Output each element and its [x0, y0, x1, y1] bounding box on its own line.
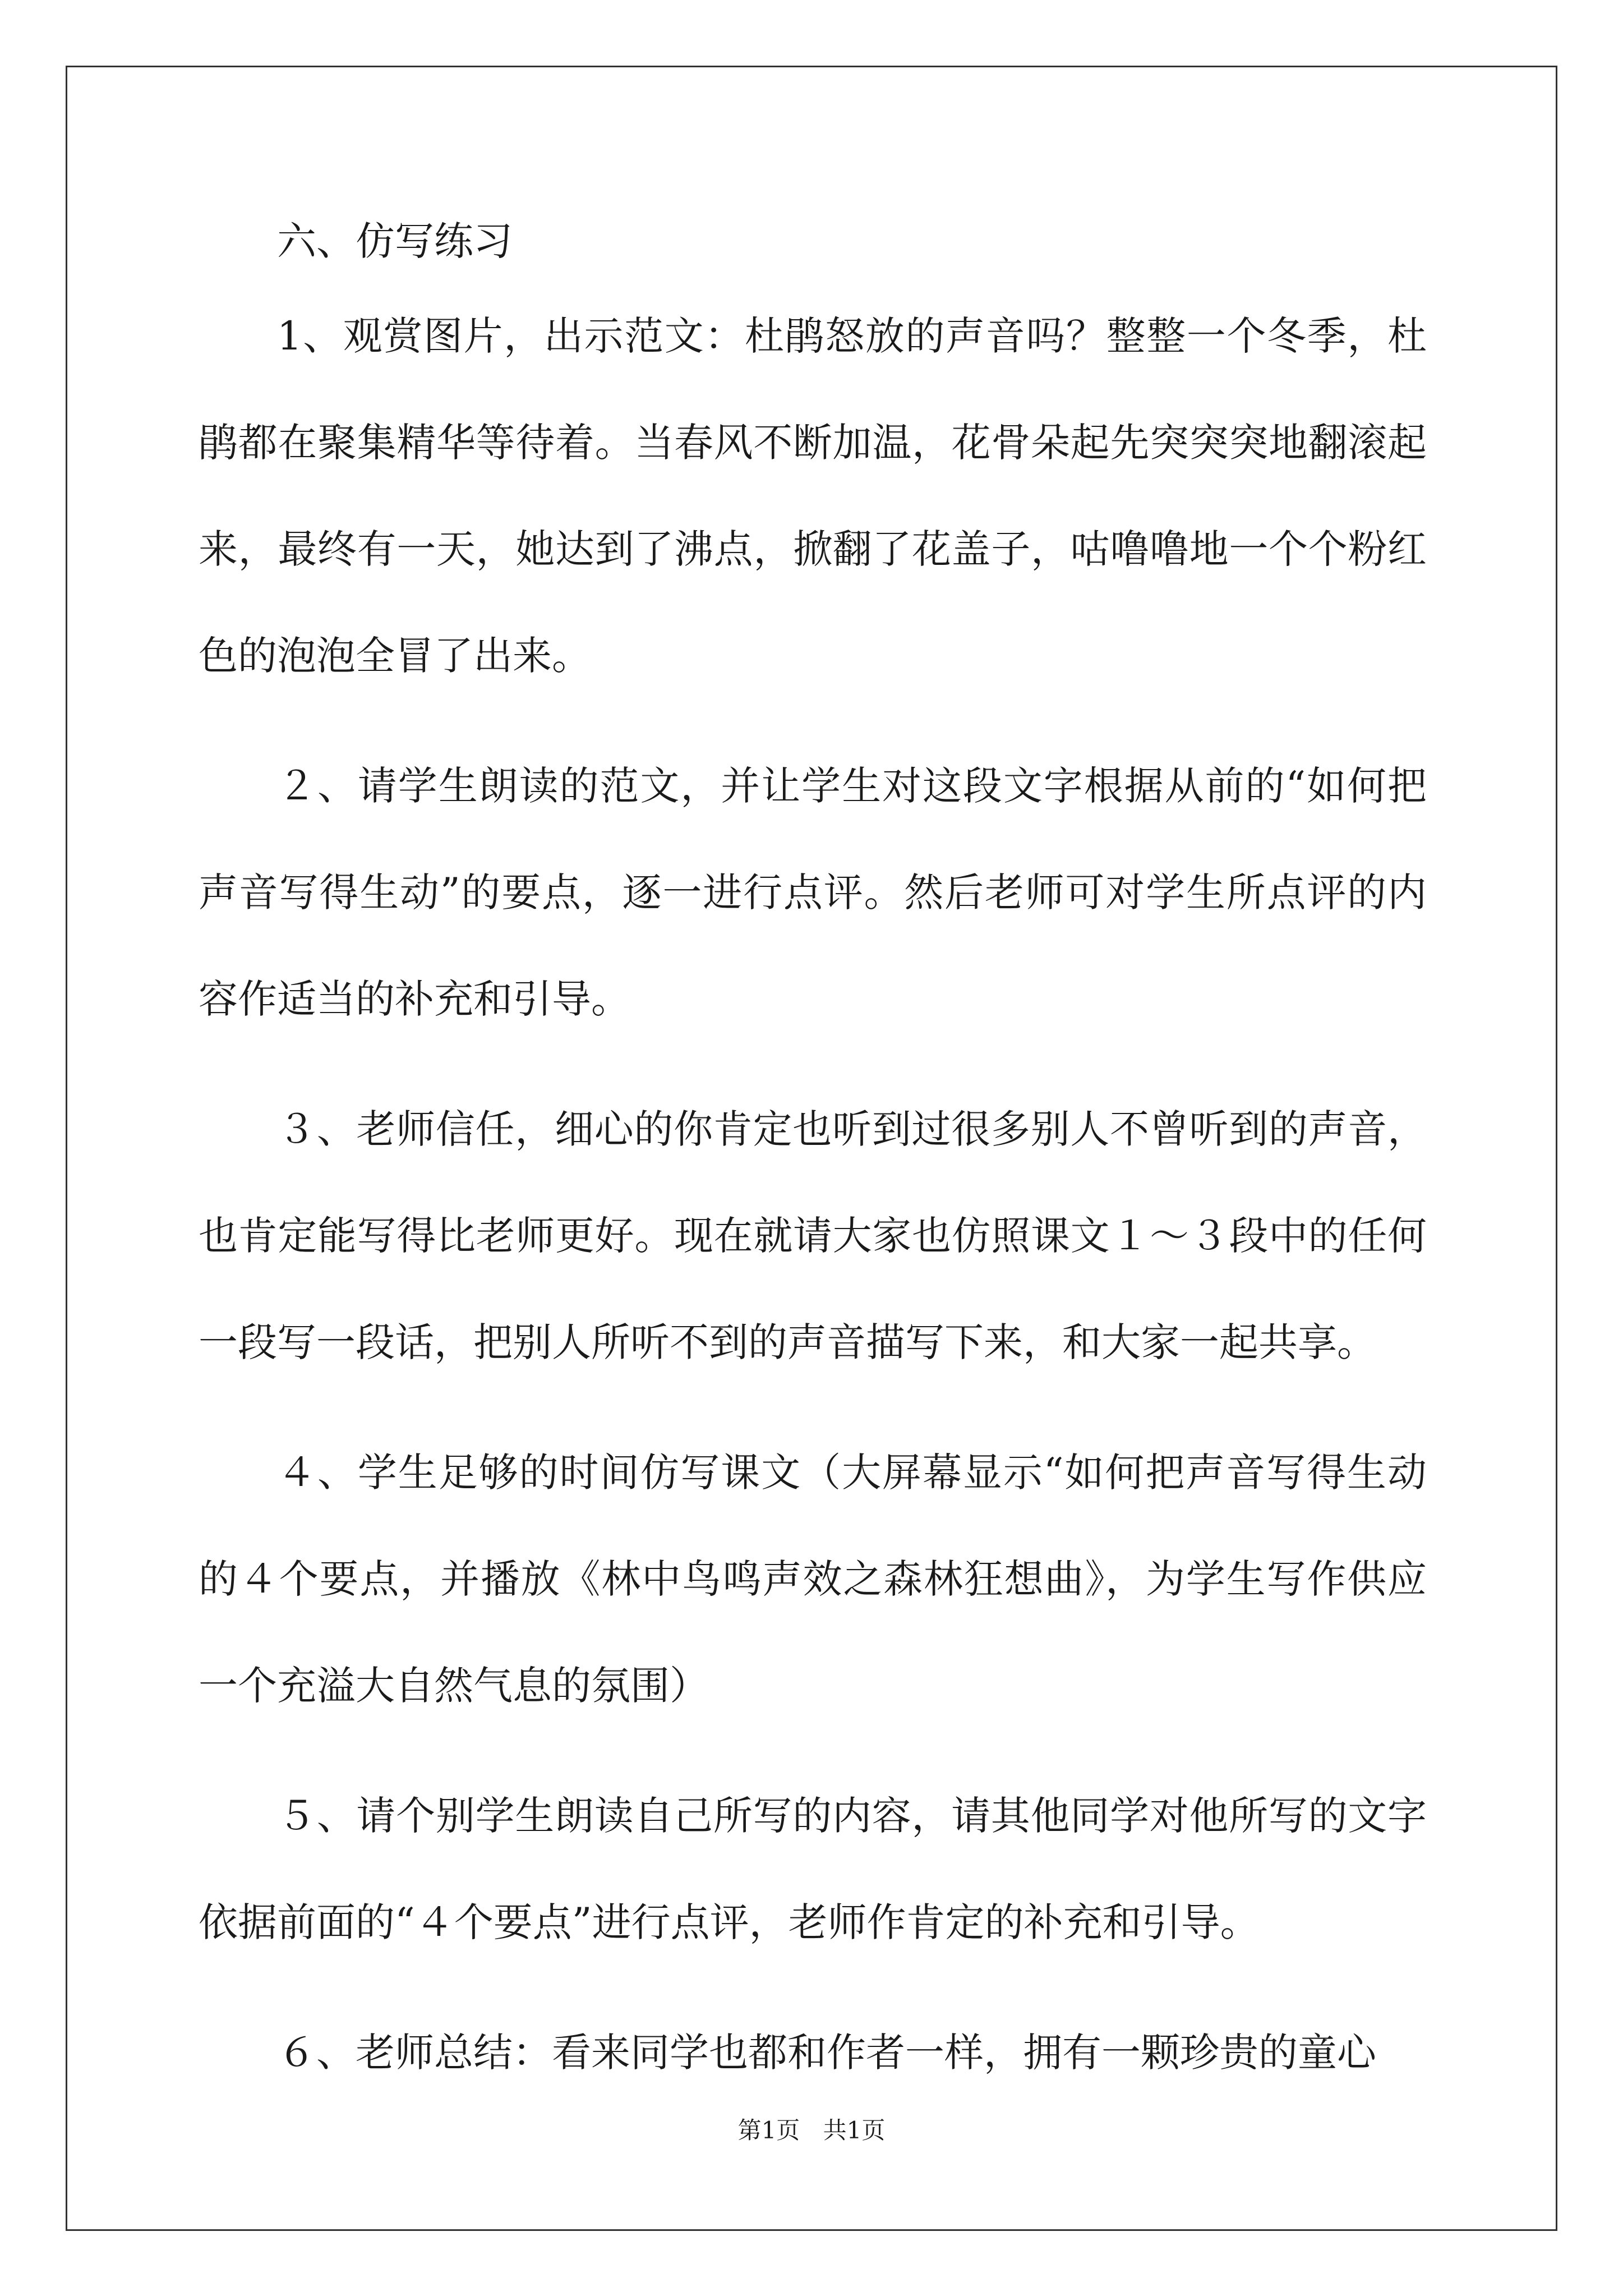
- paragraph-1: 1、观赏图片，出示范文：杜鹃怒放的声音吗？整整一个冬季，杜鹃都在聚集精华等待着。当春风不断加温，花骨朵起先突突突地翻滚起来，最终有一天，她达到了沸点，掀翻了花盖子，咕噜噜地一个个粉红色的泡泡全冒了出来。: [199, 313, 1427, 679]
- paragraph-5: ５、请个别学生朗读自己所写的内容，请其他同学对他所写的文字依据前面的“４个要点”进行点评，老师作肯定的补充和引导。: [199, 1793, 1427, 1945]
- paragraph-6: ６、老师总结：看来同学也都和作者一样，拥有一颗珍贵的童心: [277, 2030, 1376, 2076]
- paragraph-4: ４、学生足够的时间仿写课文（大屏幕显示“如何把声音写得生动的４个要点，并播放《林中鸟鸣声效之森林狂想曲》，为学生写作供应一个充溢大自然气息的氛围）: [199, 1450, 1427, 1709]
- section-heading: 六、仿写练习: [277, 218, 513, 264]
- document-body: [199, 219, 1427, 2161]
- paragraph-2: ２、请学生朗读的范文，并让学生对这段文字根据从前的“如何把声音写得生动”的要点，逐一进行点评。然后老师可对学生所点评的内容作适当的补充和引导。: [199, 763, 1427, 1022]
- page-number: 第1页: [737, 2116, 800, 2144]
- page-footer: [0, 2116, 1623, 2145]
- paragraph-3: ３、老师信任，细心的你肯定也听到过很多别人不曾听到的声音，也肯定能写得比老师更好。现在就请大家也仿照课文１～３段中的任何一段写一段话，把别人所听不到的声音描写下来，和大家一起共享。: [199, 1106, 1427, 1365]
- page-total: 共1页: [823, 2116, 886, 2144]
